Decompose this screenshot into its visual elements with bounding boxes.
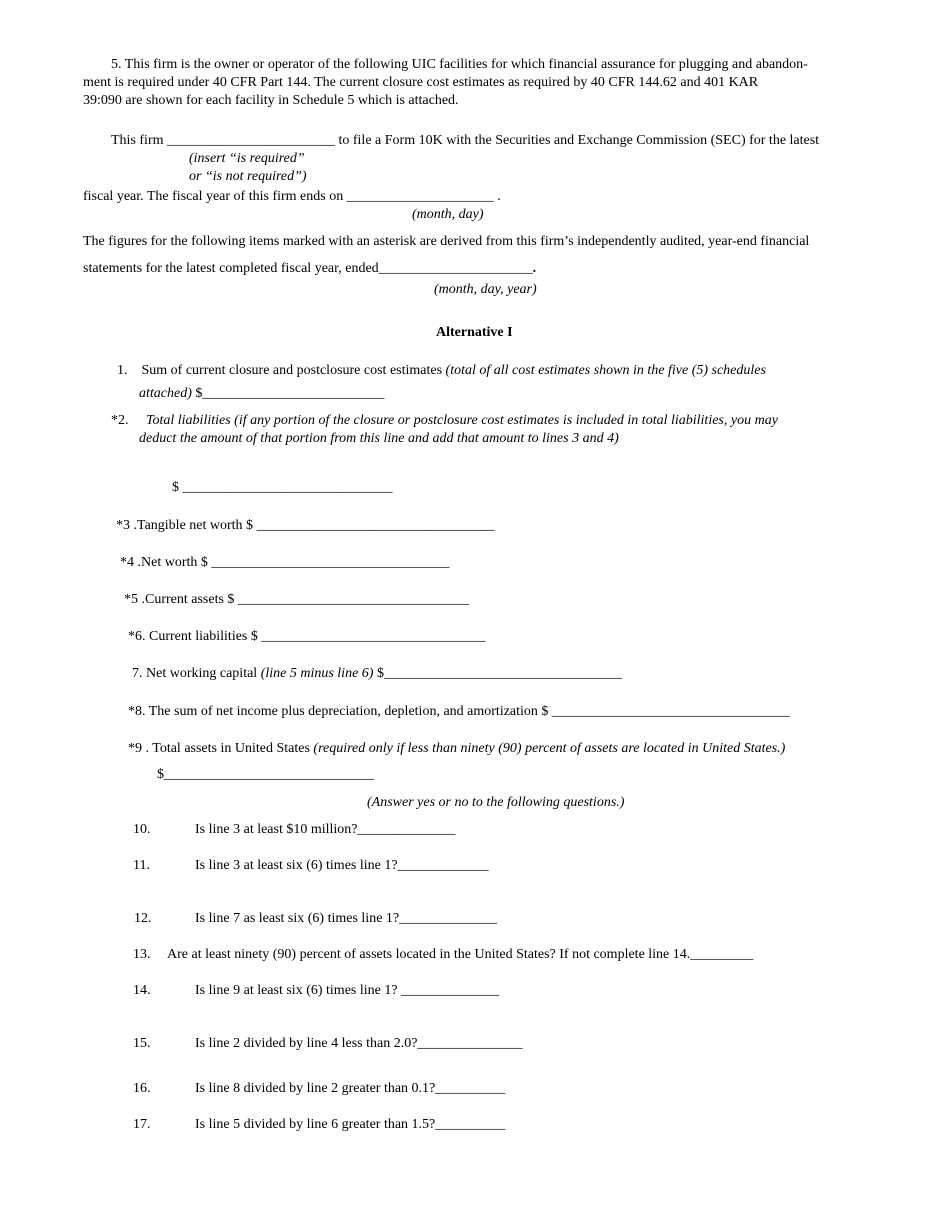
item-1: [117, 362, 766, 380]
item-9-italic: (required only if less than ninety (90) percent of assets are located in United States.): [313, 741, 786, 756]
question-11-text: Is line 3 at least six (6) times line 1?_____________: [195, 858, 489, 873]
question-13-text: Are at least ninety (90) percent of assets located in the United States? If not complete line 14._________: [167, 947, 754, 962]
question-14-text: Is line 9 at least six (6) times line 1? ______________: [195, 983, 500, 998]
fiscal-year-text: fiscal year. The fiscal year of this firm ends on _____________________ .: [83, 189, 501, 204]
item-9-text: *9 . Total assets in United States: [128, 741, 310, 756]
item-4: *4 .Net worth $ __________________________________: [120, 555, 450, 570]
item-1-cont-italic: attached): [139, 386, 192, 401]
figures-hint: (month, day, year): [434, 282, 537, 297]
question-12-text: Is line 7 as least six (6) times line 1?______________: [195, 911, 498, 926]
item-9-blank: $______________________________: [157, 767, 374, 782]
figures-line-2-dot: .: [532, 261, 537, 276]
figures-line-1: The figures for the following items marked with an asterisk are derived from this firm’s independently audited, year-end financial: [83, 234, 810, 249]
question-12-number: 12.: [134, 911, 152, 926]
intro-line-3: 39:090 are shown for each facility in Schedule 5 which is attached.: [83, 93, 459, 108]
item-2-blank: $ ______________________________: [172, 480, 393, 495]
item-7-blank: $__________________________________: [376, 666, 622, 681]
item-5: *5 .Current assets $ _________________________________: [124, 592, 469, 607]
question-15-text: Is line 2 divided by line 4 less than 2.0?_______________: [195, 1036, 523, 1051]
item-1-italic: (total of all cost estimates shown in the five (5) schedules: [445, 363, 766, 378]
figures-line-2: [83, 260, 536, 278]
item-9: [128, 740, 785, 758]
fiscal-year-hint: (month, day): [412, 207, 484, 222]
item-1-number: 1.: [117, 363, 128, 378]
item-7-italic: (line 5 minus line 6): [260, 666, 374, 681]
question-10-text: Is line 3 at least $10 million?______________: [195, 822, 456, 837]
alternative-heading: Alternative I: [436, 325, 513, 340]
item-2-text-1: Total liabilities (if any portion of the closure or postclosure cost estimates is included in total liabilities, you may: [146, 413, 778, 428]
figures-line-2-text: statements for the latest completed fiscal year, ended______________________: [83, 261, 533, 276]
question-11-number: 11.: [133, 858, 150, 873]
item-2-text-2: deduct the amount of that portion from this line and add that amount to lines 3 and 4): [139, 431, 619, 446]
question-14-number: 14.: [133, 983, 151, 998]
question-13-number: 13.: [133, 947, 151, 962]
form10k-text: This firm ________________________ to file a Form 10K with the Securities and Exchange Commission (SEC) for the latest: [111, 133, 820, 148]
answer-hint: (Answer yes or no to the following questions.): [367, 795, 625, 810]
item-7-text: 7. Net working capital: [132, 666, 258, 681]
item-1-text: Sum of current closure and postclosure cost estimates: [141, 363, 443, 378]
question-17-text: Is line 5 divided by line 6 greater than 1.5?__________: [195, 1117, 506, 1132]
question-17-number: 17.: [133, 1117, 151, 1132]
form10k-hint-1: (insert “is required”: [189, 151, 305, 166]
item-6: *6. Current liabilities $ ________________________________: [128, 629, 486, 644]
item-8: *8. The sum of net income plus depreciation, depletion, and amortization $ __________________________________: [128, 704, 790, 719]
question-10-number: 10.: [133, 822, 151, 837]
question-15-number: 15.: [133, 1036, 151, 1051]
intro-line-1: 5. This firm is the owner or operator of the following UIC facilities for which financial assurance for plugging and abandon-: [111, 57, 808, 72]
form10k-hint-2: or “is not required”): [189, 169, 307, 184]
item-7: [132, 665, 622, 683]
item-2-number: *2.: [111, 413, 129, 428]
item-1-continuation: [139, 385, 384, 403]
question-16-text: Is line 8 divided by line 2 greater than 0.1?__________: [195, 1081, 506, 1096]
intro-line-2: ment is required under 40 CFR Part 144. The current closure cost estimates as required by 40 CFR 144.62 and 401 KAR: [83, 75, 759, 90]
question-16-number: 16.: [133, 1081, 151, 1096]
item-3: *3 .Tangible net worth $ __________________________________: [116, 518, 495, 533]
item-1-blank: $__________________________: [195, 386, 385, 401]
